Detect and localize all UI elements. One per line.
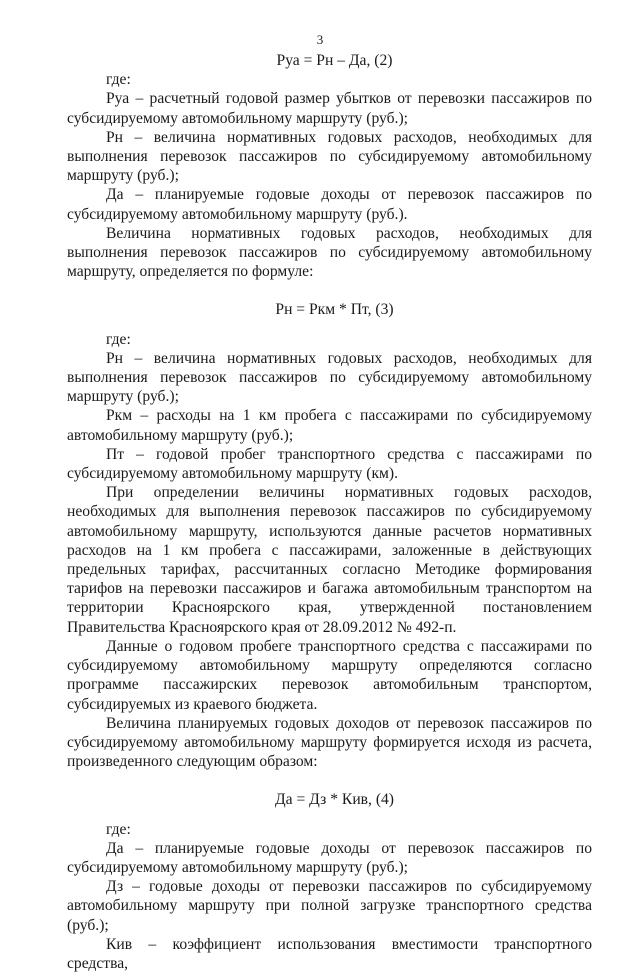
paragraph-rn-intro: Величина нормативных годовых расходов, необходимых для выполнения перевозок пассажиров по субсидируемому автомобильному маршруту, определяется по формуле: (67, 224, 592, 281)
where-label: где: (106, 330, 131, 348)
paragraph-annual-mileage: Данные о годовом пробеге транспортного средства с пассажирами по субсидируемому автомобильному маршруту определяются согласно программе пассажирских перевозок автомобильным транспортом, субсидируемых из краевого бюджета. (67, 637, 592, 713)
document-body (67, 51, 592, 973)
where-label: где: (106, 71, 131, 89)
formula-3: Рн = Ркм * Пт, (3) (275, 301, 394, 319)
formula-2: Руа = Рн – Да, (2) (276, 52, 393, 69)
definition-dz: Дз – годовые доходы от перевозки пассажиров по субсидируемому автомобильному маршруту при полной загрузке транспортного средства (руб.); (67, 878, 592, 934)
formula-4: Да = Дз * Кив, (4) (274, 791, 395, 809)
where-label: где: (106, 820, 131, 838)
definition-rkm: Ркм – расходы на 1 км пробега с пассажирами по субсидируемому автомобильному маршруту (руб.); (67, 407, 592, 444)
paragraph-da-intro: Величина планируемых годовых доходов от перевозок пассажиров по субсидируемому автомобильному маршруту формируется исходя из расчета, произведенного следующим образом: (67, 714, 592, 771)
definition-rn: Рн – величина нормативных годовых расходов, необходимых для выполнения перевозок пассажиров по субсидируемому автомобильному маршруту (руб.); (67, 128, 592, 185)
definition-pt: Пт – годовой пробег транспортного средства с пассажирами по субсидируемому автомобильному маршруту (км). (67, 445, 592, 483)
page-number: 3 (316, 32, 324, 47)
paragraph-methodology: При определении величины нормативных годовых расходов, необходимых для выполнения перевозок пассажиров по субсидируемому автомобильному маршруту, используются данные расчетов нормативных расходов на 1 км пробега с пассажирами, заложенные в действующих предельных тарифах, рассчитанных согласно Методике формирования тарифов на перевозки пассажиров и багажа автомобильным транспортом на территории Красноярского края, утвержденной постановлением Правительства Красноярского края от 28.09.2012 № 492-п. (67, 484, 592, 636)
definition-kiv: Кив – коэффициент использования вместимости транспортного средства, (67, 935, 592, 972)
definition-da: Да – планируемые годовые доходы от перевозок пассажиров по субсидируемому автомобильному маршруту (руб.). (67, 186, 592, 223)
definition-rn: Рн – величина нормативных годовых расходов, необходимых для выполнения перевозок пассажиров по субсидируемому автомобильному маршруту (руб.); (67, 349, 592, 406)
definition-rua: Руа – расчетный годовой размер убытков от перевозки пассажиров по субсидируемому автомобильному маршруту (руб.); (67, 90, 592, 127)
definition-da: Да – планируемые годовые доходы от перевозок пассажиров по субсидируемому автомобильному маршруту (руб.); (67, 839, 592, 876)
